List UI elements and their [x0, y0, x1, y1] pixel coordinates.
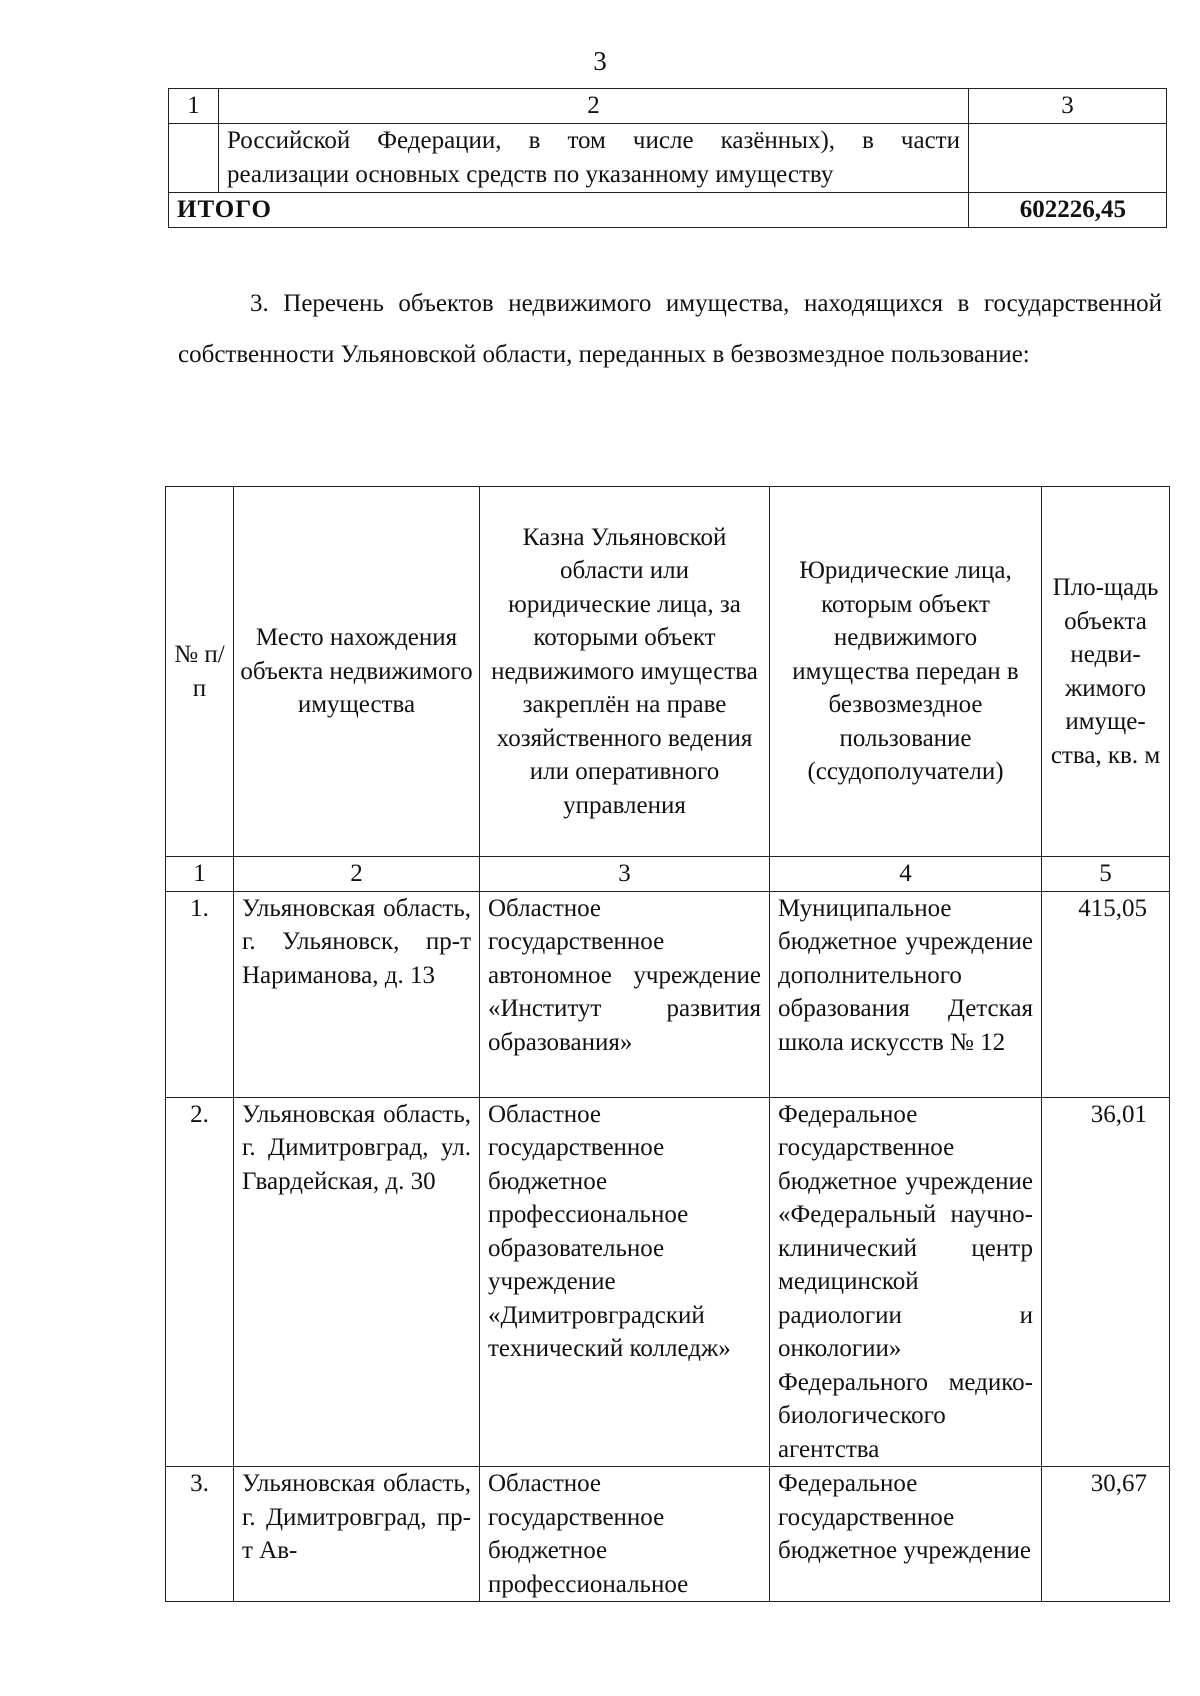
total-row [169, 193, 1167, 228]
row-user: Федеральное государственное бюджетное учреждение [770, 1467, 1042, 1602]
top-col-1: 1 [169, 89, 219, 124]
row-holder: Областное государственное автономное учреждение «Институт развития образования» [480, 891, 770, 1097]
column-numbers-row [166, 857, 1170, 892]
row-area: 30,67 [1042, 1467, 1170, 1602]
section-3-paragraph: 3. Перечень объектов недвижимого имущества, находящихся в государственной собственности Ульяновской области, переданных в безвозмездное пользование: [178, 290, 1162, 368]
colnum-4: 4 [770, 857, 1042, 892]
top-col-3: 3 [969, 89, 1167, 124]
row-area: 415,05 [1042, 891, 1170, 1097]
page-number: 3 [593, 46, 607, 76]
colnum-3: 3 [480, 857, 770, 892]
header-num: № п/п [166, 487, 234, 857]
top-table [168, 88, 1167, 228]
property-table [165, 486, 1170, 1602]
top-row-line-1: Российской Федерации, в том числе казённых), в части [227, 127, 960, 154]
header-user: Юридические лица, которым объект недвижимого имущества передан в безвозмездное пользование (ссудополучатели) [770, 487, 1042, 857]
colnum-5: 5 [1042, 857, 1170, 892]
header-area: Пло-щадь объекта недви-жимого имуще-ства, кв. м [1042, 487, 1170, 857]
row-holder: Областное государственное бюджетное профессиональное [480, 1467, 770, 1602]
top-row-num [169, 124, 219, 193]
top-table-row [169, 124, 1167, 193]
row-num: 2. [166, 1097, 234, 1467]
header-location: Место нахождения объекта недвижимого имущества [234, 487, 480, 857]
total-label: ИТОГО [169, 193, 969, 228]
table-row [166, 1097, 1170, 1467]
row-num: 3. [166, 1467, 234, 1602]
row-area: 36,01 [1042, 1097, 1170, 1467]
top-row-line-2: реализации основных средств по указанному имуществу [227, 161, 834, 188]
table-row [166, 1467, 1170, 1602]
total-value: 602226,45 [969, 193, 1167, 228]
top-row-value [969, 124, 1167, 193]
row-location: Ульяновская область, г. Димитровград, пр-т Ав- [234, 1467, 480, 1602]
row-user: Федеральное государственное бюджетное учреждение «Федеральный научно-клинический центр медицинской радиологии и онкологии» Федерального медико-биологического агентства [770, 1097, 1042, 1467]
colnum-2: 2 [234, 857, 480, 892]
row-holder: Областное государственное бюджетное профессиональное образовательное учреждение «Димитровградский технический колледж» [480, 1097, 770, 1467]
header-holder: Казна Ульяновской области или юридические лица, за которыми объект недвижимого имущества закреплён на праве хозяйственного ведения или оперативного управления [480, 487, 770, 857]
property-table-header [166, 487, 1170, 857]
row-num: 1. [166, 891, 234, 1097]
top-row-text [219, 124, 969, 193]
top-col-2: 2 [219, 89, 969, 124]
colnum-1: 1 [166, 857, 234, 892]
top-table-header-row [169, 89, 1167, 124]
row-location: Ульяновская область, г. Ульяновск, пр-т Нариманова, д. 13 [234, 891, 480, 1097]
row-location: Ульяновская область, г. Димитровград, ул. Гвардейская, д. 30 [234, 1097, 480, 1467]
row-user: Муниципальное бюджетное учреждение дополнительного образования Детская школа искусств № 12 [770, 891, 1042, 1097]
table-row [166, 891, 1170, 1097]
